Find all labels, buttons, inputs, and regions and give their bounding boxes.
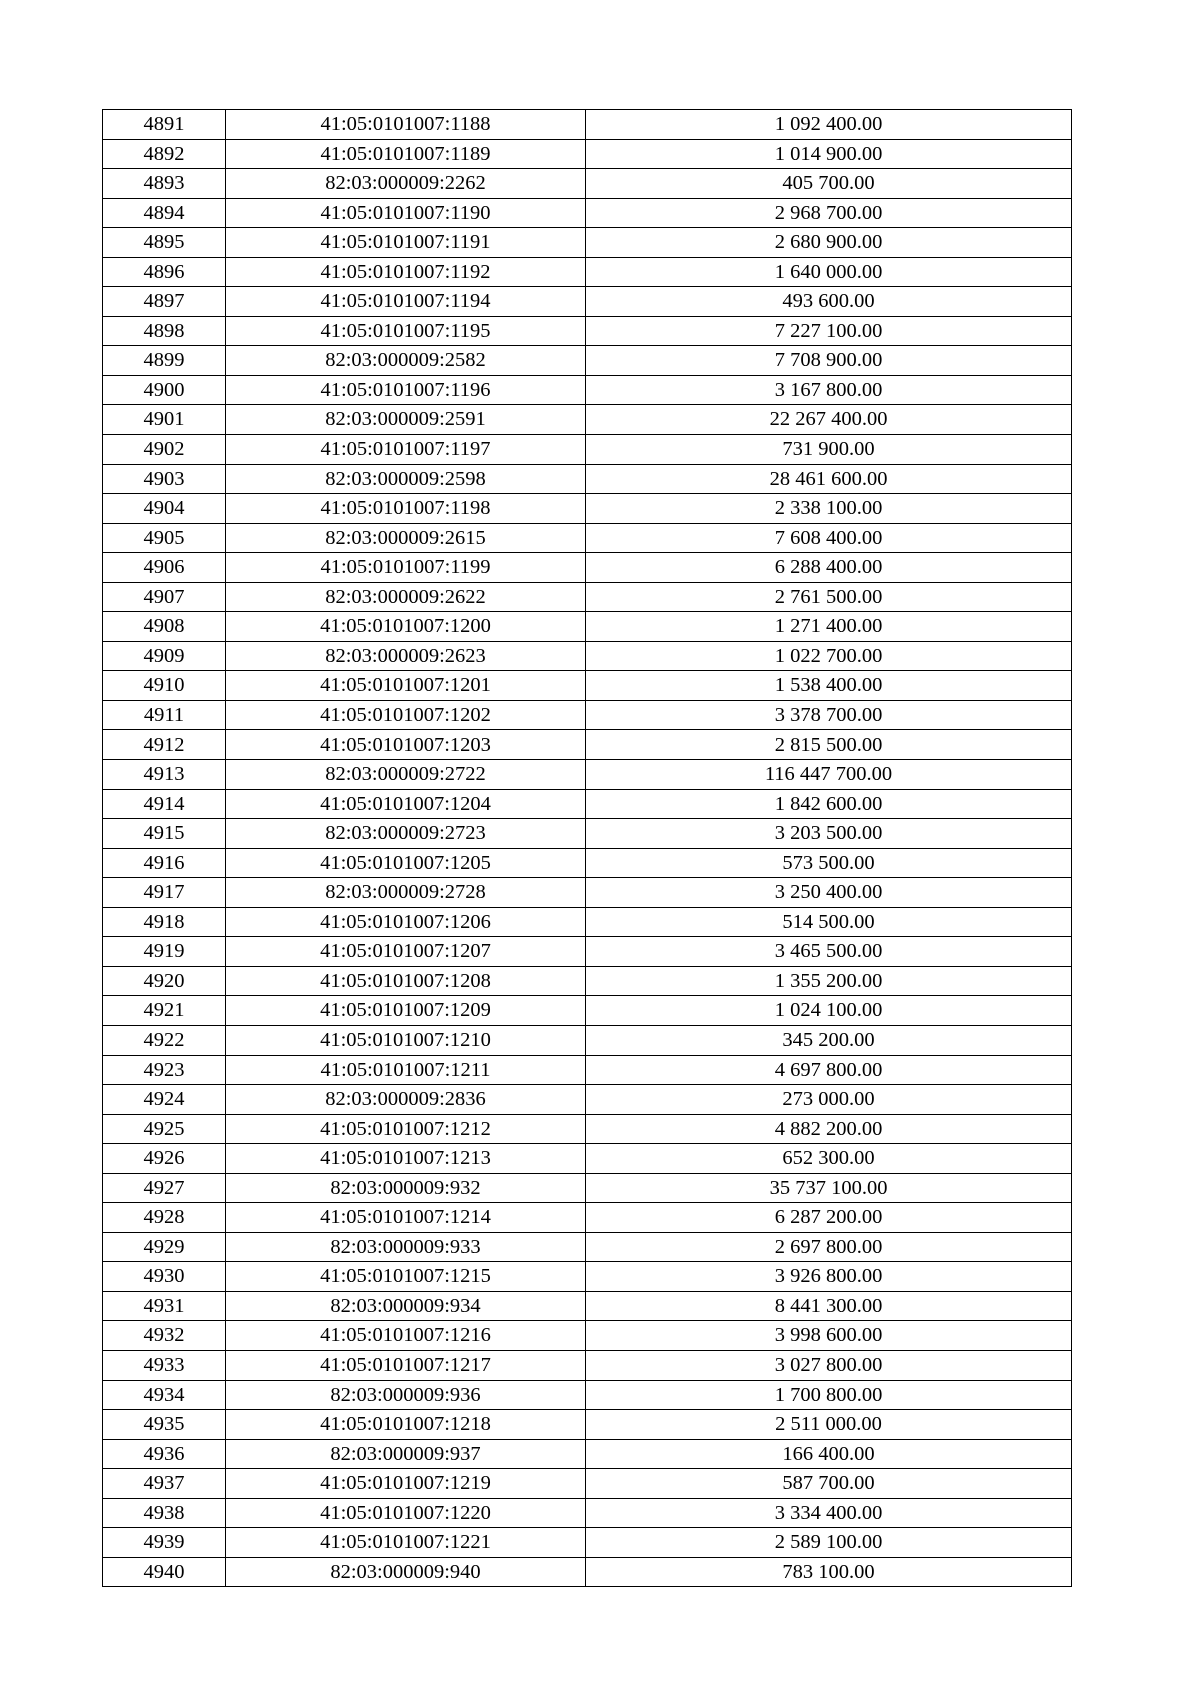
table-row — [103, 1291, 1072, 1321]
table-row — [103, 789, 1072, 819]
value-cell: 2 680 900.00 — [586, 228, 1072, 258]
cadastral-number-cell: 82:03:000009:936 — [226, 1380, 586, 1410]
table-row — [103, 966, 1072, 996]
cadastral-number-cell: 82:03:000009:2728 — [226, 878, 586, 908]
cadastral-number-cell: 82:03:000009:934 — [226, 1291, 586, 1321]
cadastral-number-cell: 41:05:0101007:1202 — [226, 700, 586, 730]
cadastral-number-cell: 41:05:0101007:1220 — [226, 1498, 586, 1528]
row-number-cell: 4928 — [103, 1203, 226, 1233]
table-row — [103, 553, 1072, 583]
table-row — [103, 1025, 1072, 1055]
value-cell: 783 100.00 — [586, 1557, 1072, 1587]
table-row — [103, 405, 1072, 435]
row-number-cell: 4914 — [103, 789, 226, 819]
row-number-cell: 4906 — [103, 553, 226, 583]
value-cell: 652 300.00 — [586, 1144, 1072, 1174]
cadastral-number-cell: 41:05:0101007:1194 — [226, 287, 586, 317]
cadastral-number-cell: 41:05:0101007:1199 — [226, 553, 586, 583]
row-number-cell: 4924 — [103, 1085, 226, 1115]
cadastral-number-cell: 41:05:0101007:1192 — [226, 257, 586, 287]
value-cell: 3 167 800.00 — [586, 375, 1072, 405]
table-row — [103, 848, 1072, 878]
table-body — [103, 110, 1072, 1587]
value-cell: 2 815 500.00 — [586, 730, 1072, 760]
value-cell: 1 640 000.00 — [586, 257, 1072, 287]
cadastral-value-table — [102, 109, 1072, 1587]
table-row — [103, 1232, 1072, 1262]
row-number-cell: 4927 — [103, 1173, 226, 1203]
table-row — [103, 1085, 1072, 1115]
table-row — [103, 110, 1072, 140]
row-number-cell: 4903 — [103, 464, 226, 494]
row-number-cell: 4892 — [103, 139, 226, 169]
row-number-cell: 4908 — [103, 612, 226, 642]
value-cell: 7 227 100.00 — [586, 316, 1072, 346]
cadastral-number-cell: 41:05:0101007:1207 — [226, 937, 586, 967]
table-row — [103, 937, 1072, 967]
table-row — [103, 671, 1072, 701]
row-number-cell: 4933 — [103, 1350, 226, 1380]
cadastral-number-cell: 82:03:000009:932 — [226, 1173, 586, 1203]
cadastral-number-cell: 82:03:000009:2598 — [226, 464, 586, 494]
cadastral-number-cell: 41:05:0101007:1218 — [226, 1410, 586, 1440]
table-row — [103, 1557, 1072, 1587]
cadastral-number-cell: 41:05:0101007:1188 — [226, 110, 586, 140]
value-cell: 1 538 400.00 — [586, 671, 1072, 701]
value-cell: 405 700.00 — [586, 169, 1072, 199]
cadastral-number-cell: 41:05:0101007:1195 — [226, 316, 586, 346]
cadastral-number-cell: 41:05:0101007:1189 — [226, 139, 586, 169]
row-number-cell: 4940 — [103, 1557, 226, 1587]
table-row — [103, 139, 1072, 169]
row-number-cell: 4905 — [103, 523, 226, 553]
row-number-cell: 4898 — [103, 316, 226, 346]
value-cell: 1 024 100.00 — [586, 996, 1072, 1026]
cadastral-number-cell: 82:03:000009:2582 — [226, 346, 586, 376]
value-cell: 1 022 700.00 — [586, 641, 1072, 671]
table-row — [103, 1262, 1072, 1292]
row-number-cell: 4925 — [103, 1114, 226, 1144]
table-row — [103, 1055, 1072, 1085]
cadastral-number-cell: 41:05:0101007:1200 — [226, 612, 586, 642]
row-number-cell: 4909 — [103, 641, 226, 671]
row-number-cell: 4923 — [103, 1055, 226, 1085]
cadastral-number-cell: 41:05:0101007:1217 — [226, 1350, 586, 1380]
value-cell: 1 014 900.00 — [586, 139, 1072, 169]
value-cell: 587 700.00 — [586, 1469, 1072, 1499]
value-cell: 1 700 800.00 — [586, 1380, 1072, 1410]
table-row — [103, 1469, 1072, 1499]
cadastral-number-cell: 41:05:0101007:1221 — [226, 1528, 586, 1558]
cadastral-number-cell: 41:05:0101007:1209 — [226, 996, 586, 1026]
value-cell: 573 500.00 — [586, 848, 1072, 878]
table-row — [103, 1114, 1072, 1144]
value-cell: 3 203 500.00 — [586, 819, 1072, 849]
value-cell: 3 378 700.00 — [586, 700, 1072, 730]
value-cell: 345 200.00 — [586, 1025, 1072, 1055]
value-cell: 2 697 800.00 — [586, 1232, 1072, 1262]
value-cell: 1 355 200.00 — [586, 966, 1072, 996]
row-number-cell: 4891 — [103, 110, 226, 140]
cadastral-number-cell: 82:03:000009:940 — [226, 1557, 586, 1587]
value-cell: 7 708 900.00 — [586, 346, 1072, 376]
row-number-cell: 4938 — [103, 1498, 226, 1528]
value-cell: 22 267 400.00 — [586, 405, 1072, 435]
cadastral-number-cell: 41:05:0101007:1213 — [226, 1144, 586, 1174]
value-cell: 2 968 700.00 — [586, 198, 1072, 228]
row-number-cell: 4893 — [103, 169, 226, 199]
cadastral-number-cell: 82:03:000009:2615 — [226, 523, 586, 553]
value-cell: 1 092 400.00 — [586, 110, 1072, 140]
table-row — [103, 1350, 1072, 1380]
value-cell: 4 882 200.00 — [586, 1114, 1072, 1144]
cadastral-number-cell: 41:05:0101007:1205 — [226, 848, 586, 878]
cadastral-number-cell: 41:05:0101007:1215 — [226, 1262, 586, 1292]
table-row — [103, 760, 1072, 790]
row-number-cell: 4917 — [103, 878, 226, 908]
table-row — [103, 1173, 1072, 1203]
cadastral-number-cell: 82:03:000009:2623 — [226, 641, 586, 671]
cadastral-number-cell: 82:03:000009:2722 — [226, 760, 586, 790]
cadastral-number-cell: 82:03:000009:2836 — [226, 1085, 586, 1115]
value-cell: 28 461 600.00 — [586, 464, 1072, 494]
row-number-cell: 4935 — [103, 1410, 226, 1440]
table-row — [103, 435, 1072, 465]
value-cell: 1 842 600.00 — [586, 789, 1072, 819]
row-number-cell: 4901 — [103, 405, 226, 435]
row-number-cell: 4912 — [103, 730, 226, 760]
cadastral-number-cell: 41:05:0101007:1203 — [226, 730, 586, 760]
value-cell: 3 250 400.00 — [586, 878, 1072, 908]
table-row — [103, 1203, 1072, 1233]
cadastral-number-cell: 41:05:0101007:1198 — [226, 494, 586, 524]
row-number-cell: 4918 — [103, 907, 226, 937]
value-cell: 166 400.00 — [586, 1439, 1072, 1469]
row-number-cell: 4937 — [103, 1469, 226, 1499]
row-number-cell: 4926 — [103, 1144, 226, 1174]
cadastral-number-cell: 41:05:0101007:1206 — [226, 907, 586, 937]
table-row — [103, 169, 1072, 199]
row-number-cell: 4939 — [103, 1528, 226, 1558]
value-cell: 3 027 800.00 — [586, 1350, 1072, 1380]
table-row — [103, 1321, 1072, 1351]
table-row — [103, 375, 1072, 405]
table-row — [103, 1498, 1072, 1528]
value-cell: 2 511 000.00 — [586, 1410, 1072, 1440]
table-row — [103, 1144, 1072, 1174]
table-row — [103, 1410, 1072, 1440]
cadastral-number-cell: 82:03:000009:937 — [226, 1439, 586, 1469]
value-cell: 116 447 700.00 — [586, 760, 1072, 790]
row-number-cell: 4910 — [103, 671, 226, 701]
value-cell: 3 465 500.00 — [586, 937, 1072, 967]
row-number-cell: 4902 — [103, 435, 226, 465]
value-cell: 1 271 400.00 — [586, 612, 1072, 642]
row-number-cell: 4899 — [103, 346, 226, 376]
value-cell: 7 608 400.00 — [586, 523, 1072, 553]
table-row — [103, 257, 1072, 287]
cadastral-number-cell: 82:03:000009:2262 — [226, 169, 586, 199]
row-number-cell: 4934 — [103, 1380, 226, 1410]
value-cell: 273 000.00 — [586, 1085, 1072, 1115]
cadastral-number-cell: 41:05:0101007:1211 — [226, 1055, 586, 1085]
cadastral-number-cell: 41:05:0101007:1214 — [226, 1203, 586, 1233]
table-row — [103, 316, 1072, 346]
cadastral-number-cell: 41:05:0101007:1204 — [226, 789, 586, 819]
value-cell: 3 334 400.00 — [586, 1498, 1072, 1528]
row-number-cell: 4930 — [103, 1262, 226, 1292]
value-cell: 514 500.00 — [586, 907, 1072, 937]
value-cell: 2 589 100.00 — [586, 1528, 1072, 1558]
value-cell: 3 926 800.00 — [586, 1262, 1072, 1292]
cadastral-number-cell: 41:05:0101007:1219 — [226, 1469, 586, 1499]
cadastral-number-cell: 82:03:000009:2622 — [226, 582, 586, 612]
cadastral-number-cell: 41:05:0101007:1210 — [226, 1025, 586, 1055]
value-cell: 3 998 600.00 — [586, 1321, 1072, 1351]
cadastral-number-cell: 41:05:0101007:1191 — [226, 228, 586, 258]
cadastral-number-cell: 82:03:000009:2591 — [226, 405, 586, 435]
table-row — [103, 641, 1072, 671]
value-cell: 35 737 100.00 — [586, 1173, 1072, 1203]
row-number-cell: 4894 — [103, 198, 226, 228]
table-row — [103, 819, 1072, 849]
row-number-cell: 4920 — [103, 966, 226, 996]
table-row — [103, 996, 1072, 1026]
row-number-cell: 4915 — [103, 819, 226, 849]
row-number-cell: 4900 — [103, 375, 226, 405]
row-number-cell: 4936 — [103, 1439, 226, 1469]
value-cell: 731 900.00 — [586, 435, 1072, 465]
row-number-cell: 4896 — [103, 257, 226, 287]
value-cell: 6 288 400.00 — [586, 553, 1072, 583]
cadastral-number-cell: 41:05:0101007:1212 — [226, 1114, 586, 1144]
cadastral-number-cell: 82:03:000009:2723 — [226, 819, 586, 849]
table-row — [103, 730, 1072, 760]
table-row — [103, 1380, 1072, 1410]
table-row — [103, 612, 1072, 642]
table-row — [103, 228, 1072, 258]
table-row — [103, 582, 1072, 612]
value-cell: 2 338 100.00 — [586, 494, 1072, 524]
cadastral-number-cell: 41:05:0101007:1197 — [226, 435, 586, 465]
table-row — [103, 198, 1072, 228]
table-row — [103, 523, 1072, 553]
cadastral-number-cell: 41:05:0101007:1190 — [226, 198, 586, 228]
table-row — [103, 287, 1072, 317]
row-number-cell: 4897 — [103, 287, 226, 317]
cadastral-number-cell: 41:05:0101007:1196 — [226, 375, 586, 405]
table-row — [103, 1528, 1072, 1558]
table-row — [103, 1439, 1072, 1469]
value-cell: 4 697 800.00 — [586, 1055, 1072, 1085]
value-cell: 6 287 200.00 — [586, 1203, 1072, 1233]
value-cell: 493 600.00 — [586, 287, 1072, 317]
table-row — [103, 700, 1072, 730]
row-number-cell: 4931 — [103, 1291, 226, 1321]
cadastral-number-cell: 82:03:000009:933 — [226, 1232, 586, 1262]
table-row — [103, 464, 1072, 494]
cadastral-number-cell: 41:05:0101007:1201 — [226, 671, 586, 701]
table-row — [103, 346, 1072, 376]
row-number-cell: 4929 — [103, 1232, 226, 1262]
row-number-cell: 4904 — [103, 494, 226, 524]
cadastral-number-cell: 41:05:0101007:1208 — [226, 966, 586, 996]
value-cell: 2 761 500.00 — [586, 582, 1072, 612]
row-number-cell: 4911 — [103, 700, 226, 730]
row-number-cell: 4932 — [103, 1321, 226, 1351]
row-number-cell: 4895 — [103, 228, 226, 258]
row-number-cell: 4907 — [103, 582, 226, 612]
value-cell: 8 441 300.00 — [586, 1291, 1072, 1321]
table-row — [103, 878, 1072, 908]
row-number-cell: 4922 — [103, 1025, 226, 1055]
table-row — [103, 494, 1072, 524]
row-number-cell: 4919 — [103, 937, 226, 967]
cadastral-number-cell: 41:05:0101007:1216 — [226, 1321, 586, 1351]
row-number-cell: 4913 — [103, 760, 226, 790]
table-row — [103, 907, 1072, 937]
row-number-cell: 4916 — [103, 848, 226, 878]
row-number-cell: 4921 — [103, 996, 226, 1026]
